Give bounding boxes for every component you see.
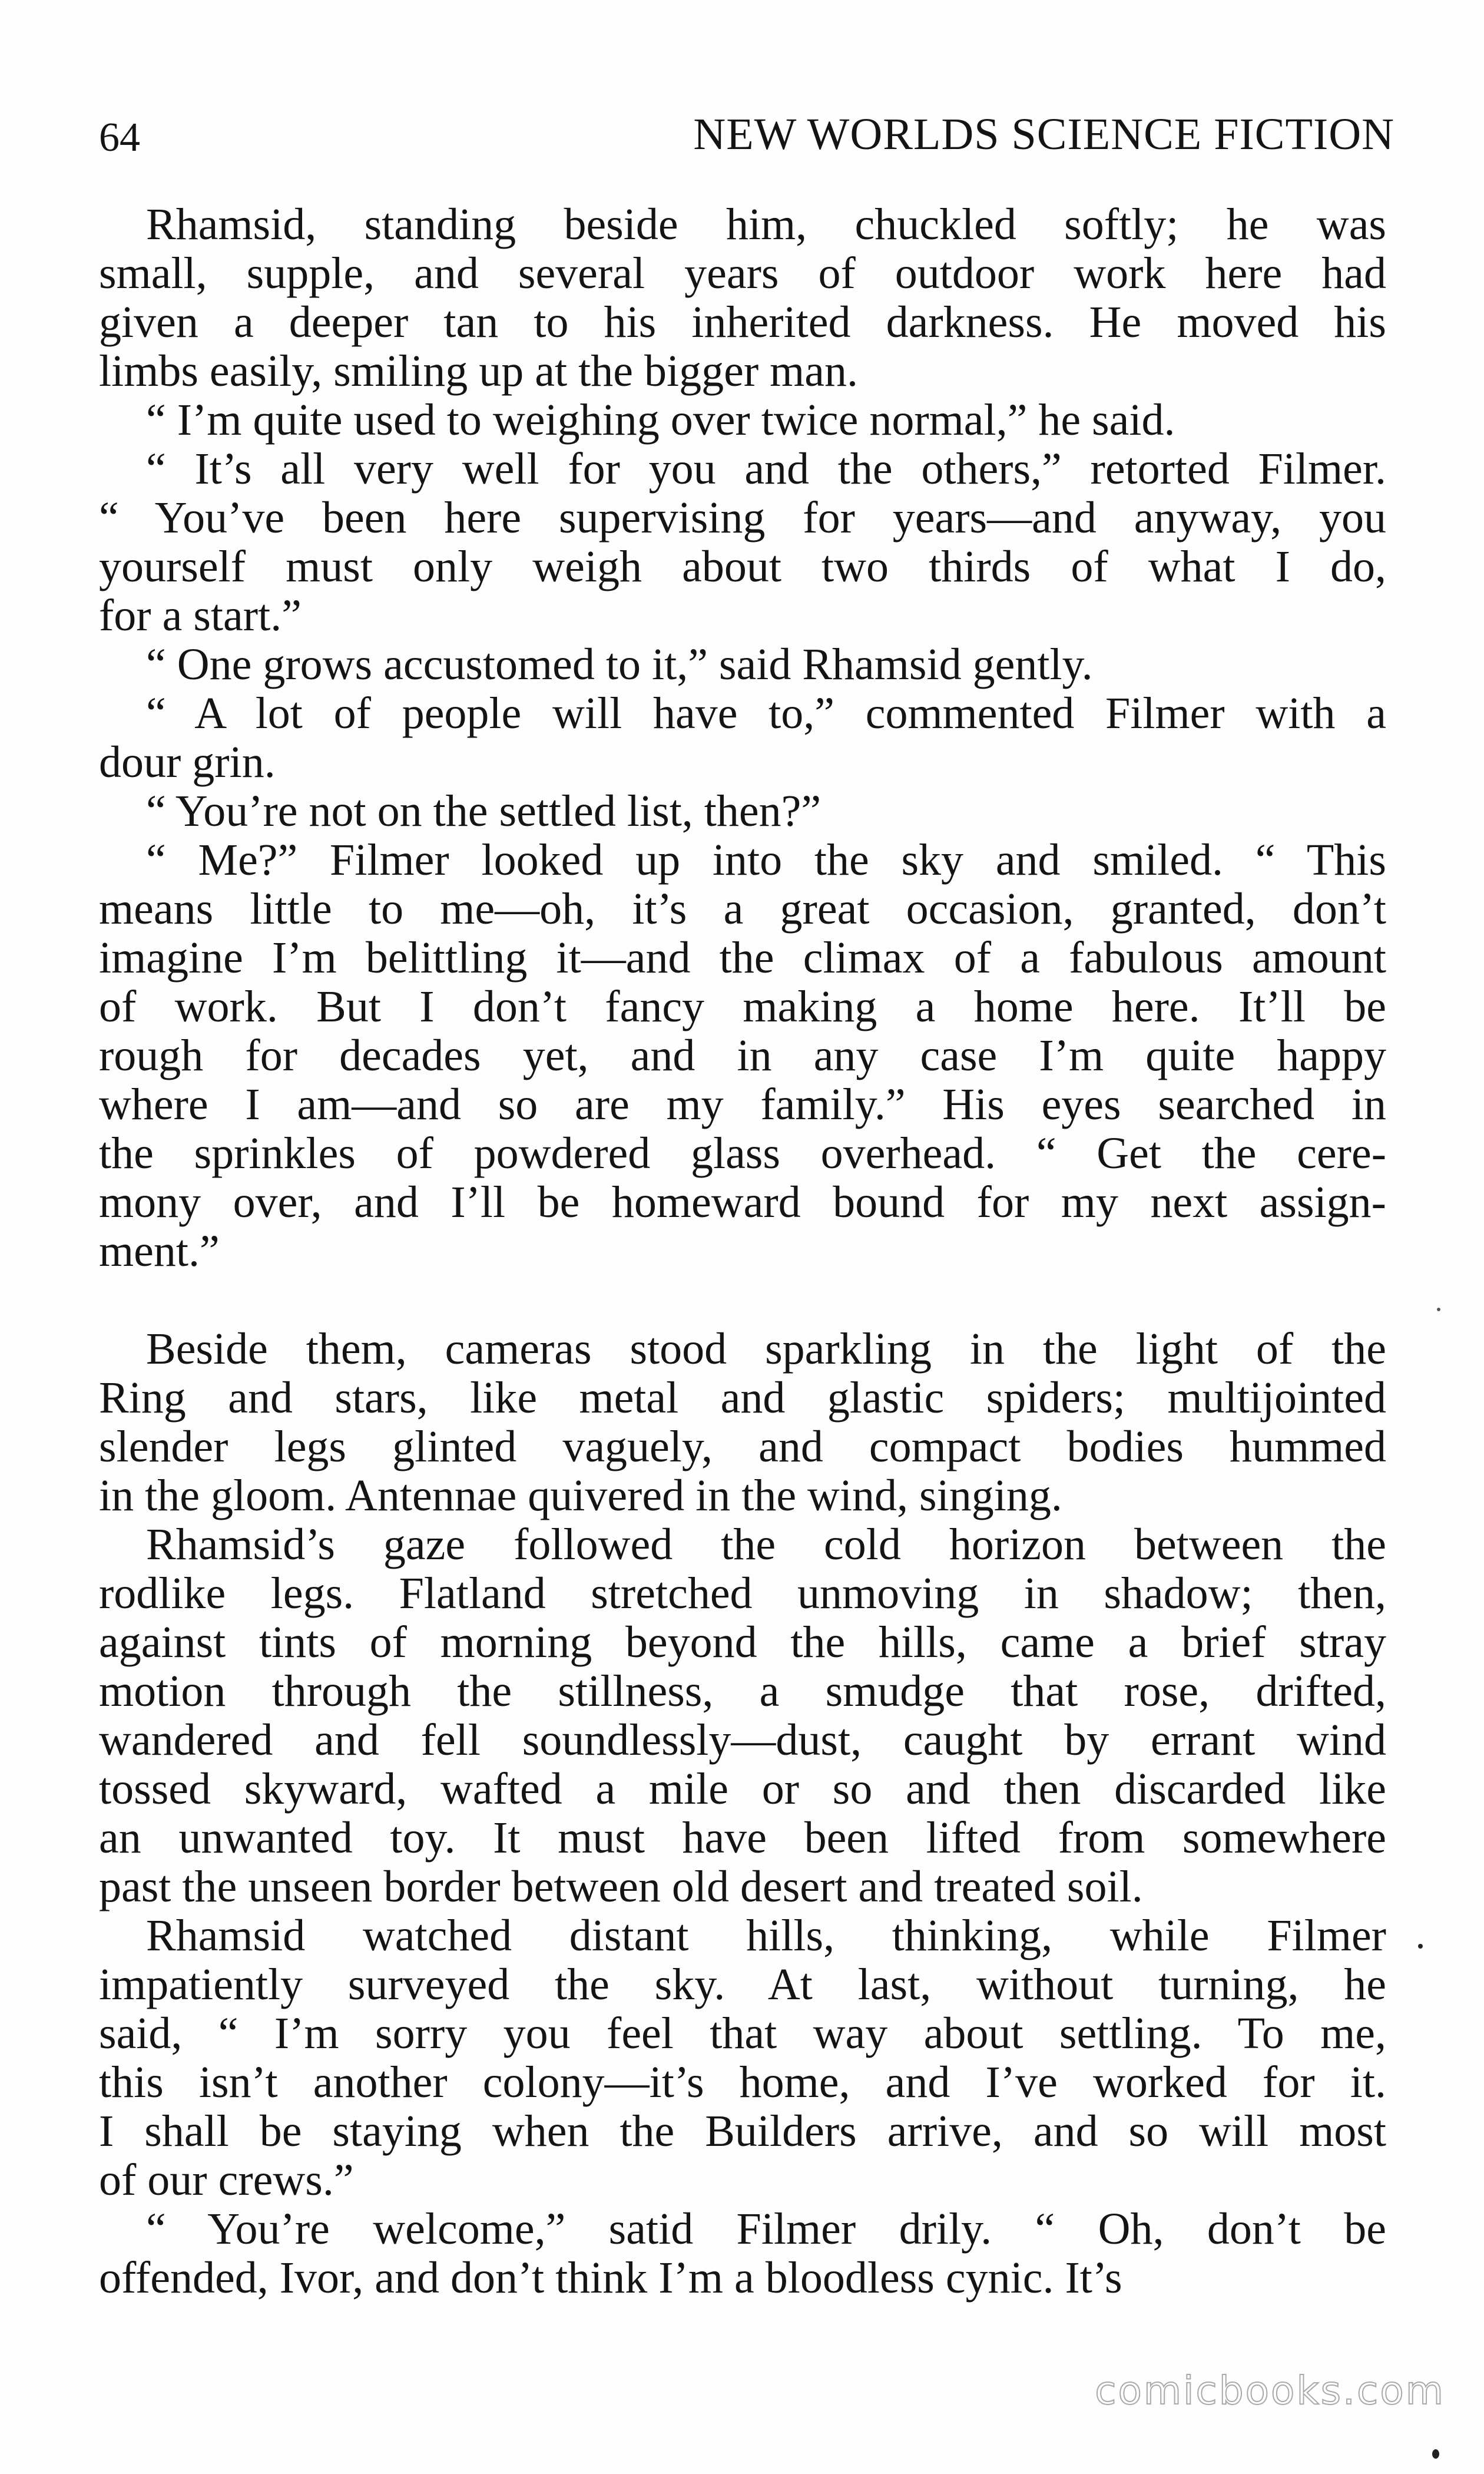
text-line: “ One grows accustomed to it,” said Rhamsid gently. xyxy=(146,640,1093,689)
text-line: rodlike legs. Flatland stretched unmoving in shadow; then, xyxy=(99,1569,1386,1618)
text-line: “ You’re welcome,” satid Filmer drily. “ Oh, don’t be xyxy=(146,2205,1386,2254)
text-line: “ You’ve been here supervising for years—and anyway, you xyxy=(99,494,1386,543)
page-header xyxy=(99,100,1394,165)
text-line: means little to me—oh, it’s a great occasion, granted, don’t xyxy=(99,885,1386,934)
paragraph xyxy=(99,396,1386,445)
text-line: ment.” xyxy=(99,1227,220,1276)
paragraph xyxy=(99,787,1386,836)
text-line: Rhamsid, standing beside him, chuckled softly; he was xyxy=(146,200,1386,249)
text-line: “ I’m quite used to weighing over twice normal,” he said. xyxy=(146,396,1175,445)
text-line: “ It’s all very well for you and the others,” retorted Filmer. xyxy=(146,445,1386,494)
paragraph xyxy=(99,1325,1386,1520)
text-line: of our crews.” xyxy=(99,2156,354,2205)
text-line: I shall be staying when the Builders arrive, and so will most xyxy=(99,2107,1386,2156)
text-line: an unwanted toy. It must have been lifted from somewhere xyxy=(99,1814,1386,1863)
paragraph xyxy=(99,836,1386,1276)
print-speck xyxy=(1437,1308,1440,1311)
text-line: slender legs glinted vaguely, and compact bodies hummed xyxy=(99,1423,1386,1471)
paragraph xyxy=(99,640,1386,689)
text-line: this isn’t another colony—it’s home, and I’ve worked for it. xyxy=(99,2058,1386,2107)
text-line: limbs easily, smiling up at the bigger man. xyxy=(99,347,858,396)
text-line: motion through the stillness, a smudge that rose, drifted, xyxy=(99,1667,1386,1716)
text-line: where I am—and so are my family.” His eyes searched in xyxy=(99,1080,1386,1129)
text-line: given a deeper tan to his inherited darkness. He moved his xyxy=(99,298,1386,347)
paragraph xyxy=(99,445,1386,640)
text-line: offended, Ivor, and don’t think I’m a bloodless cynic. It’s xyxy=(99,2254,1122,2303)
text-line: past the unseen border between old desert and treated soil. xyxy=(99,1863,1143,1911)
paragraph xyxy=(99,1520,1386,1911)
paragraph xyxy=(99,2205,1386,2303)
text-line: said, “ I’m sorry you feel that way about settling. To me, xyxy=(99,2009,1386,2058)
text-line: against tints of morning beyond the hills, came a brief stray xyxy=(99,1618,1386,1667)
text-line: Beside them, cameras stood sparkling in the light of the xyxy=(146,1325,1386,1374)
text-line: impatiently surveyed the sky. At last, without turning, he xyxy=(99,1960,1386,2009)
text-line: Rhamsid’s gaze followed the cold horizon between the xyxy=(146,1520,1386,1569)
running-title: NEW WORLDS SCIENCE FICTION xyxy=(693,110,1394,159)
text-line: tossed skyward, wafted a mile or so and then discarded like xyxy=(99,1765,1386,1814)
text-line: of work. But I don’t fancy making a home here. It’ll be xyxy=(99,983,1386,1031)
text-line: “ Me?” Filmer looked up into the sky and smiled. “ This xyxy=(146,836,1386,885)
text-line: for a start.” xyxy=(99,591,302,640)
text-line: “ A lot of people will have to,” commented Filmer with a xyxy=(146,689,1386,738)
paragraph xyxy=(99,689,1386,787)
watermark: comicbooks.com xyxy=(1095,2368,1445,2413)
body-text xyxy=(99,200,1386,2303)
text-line: rough for decades yet, and in any case I’m quite happy xyxy=(99,1031,1386,1080)
text-line: mony over, and I’ll be homeward bound for my next assign- xyxy=(99,1178,1386,1227)
section-break xyxy=(99,1276,1386,1325)
text-line: small, supple, and several years of outdoor work here had xyxy=(99,249,1386,298)
text-line: dour grin. xyxy=(99,738,276,787)
text-line: the sprinkles of powdered glass overhead. “ Get the cere- xyxy=(99,1129,1386,1178)
text-line: Rhamsid watched distant hills, thinking, while Filmer xyxy=(146,1911,1386,1960)
print-speck xyxy=(1432,2449,1439,2459)
text-line: “ You’re not on the settled list, then?” xyxy=(146,787,822,836)
text-line: wandered and fell soundlessly—dust, caught by errant wind xyxy=(99,1716,1386,1765)
text-line: in the gloom. Antennae quivered in the wind, singing. xyxy=(99,1471,1062,1520)
text-line: Ring and stars, like metal and glastic spiders; multijointed xyxy=(99,1374,1386,1423)
page-number: 64 xyxy=(99,115,140,160)
text-line: yourself must only weigh about two thirds of what I do, xyxy=(99,543,1386,591)
paragraph xyxy=(99,1911,1386,2205)
print-speck xyxy=(1418,1944,1423,1949)
paragraph xyxy=(99,200,1386,396)
text-line: imagine I’m belittling it—and the climax of a fabulous amount xyxy=(99,934,1386,983)
